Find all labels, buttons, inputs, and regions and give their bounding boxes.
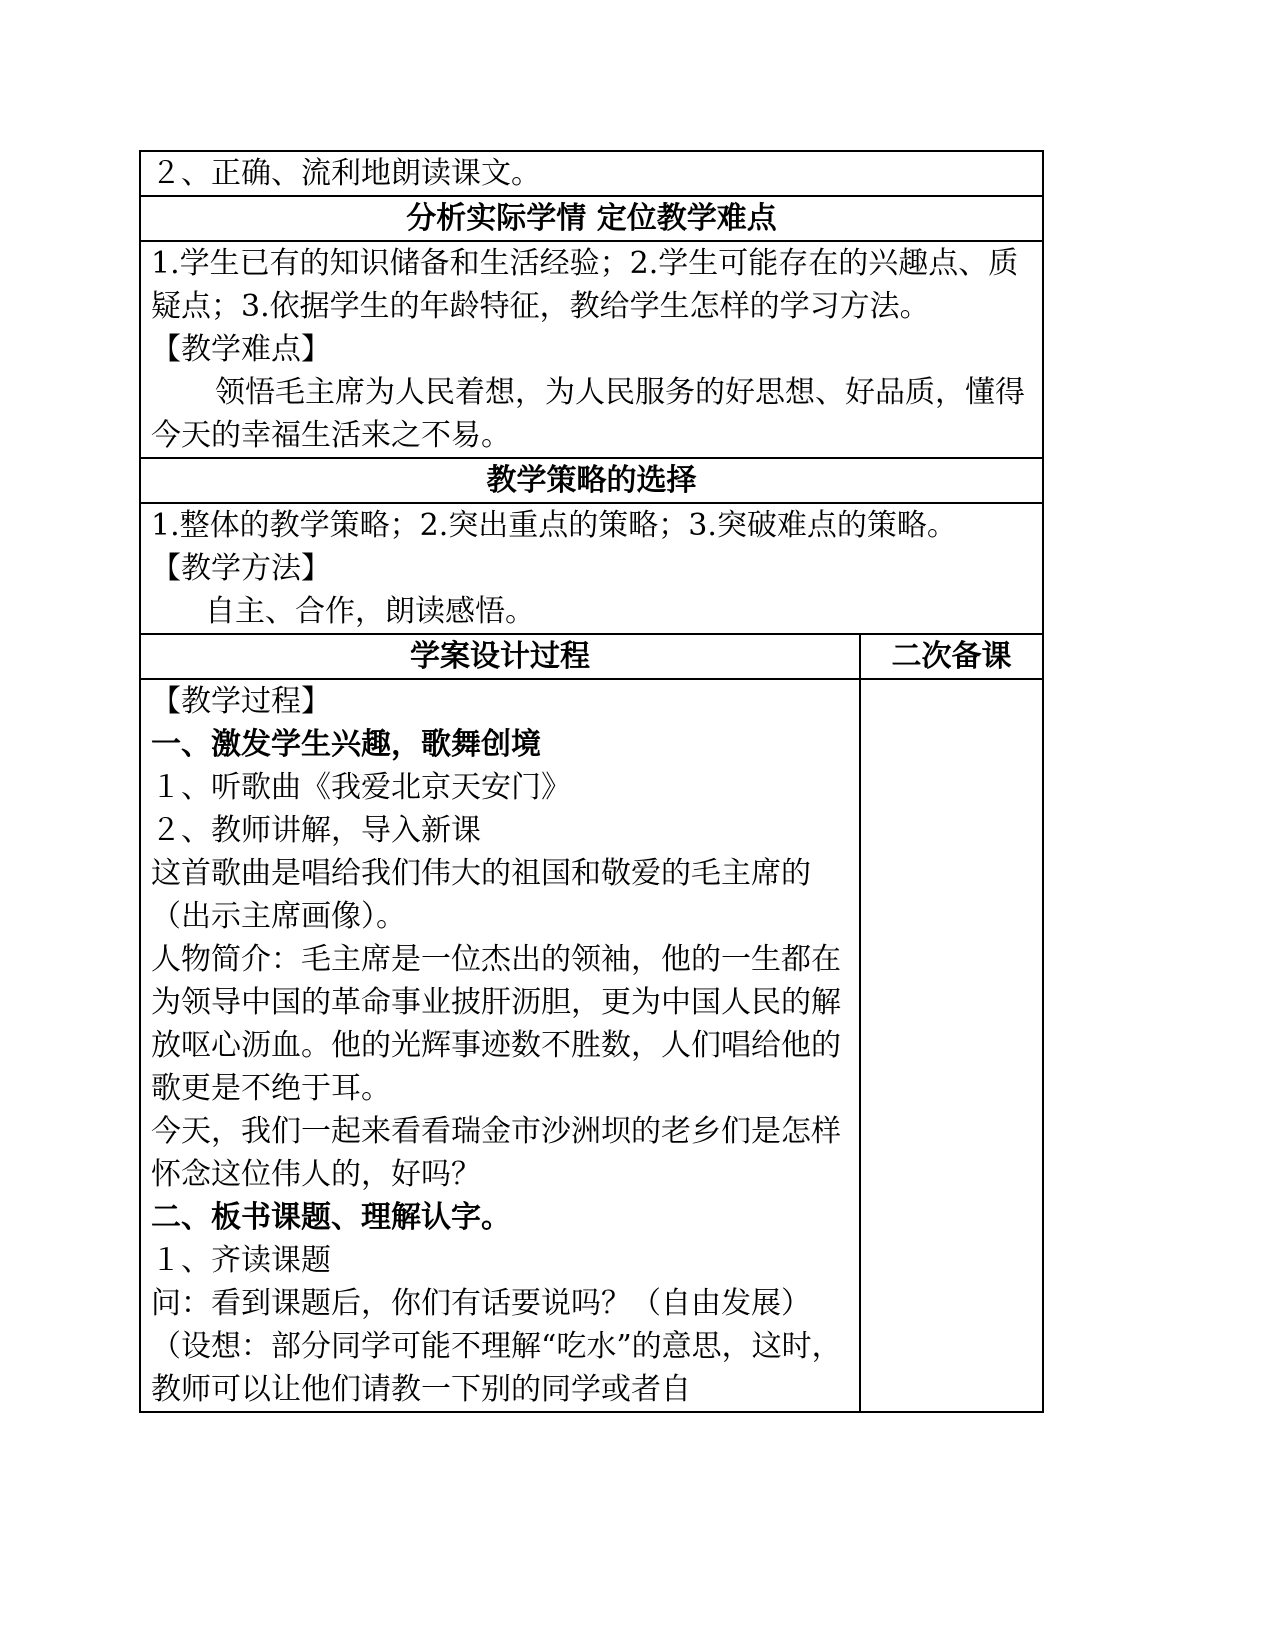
second-prep-heading: 二次备课 [860, 634, 1043, 679]
goal-row [140, 151, 1043, 196]
strategy-heading: 教学策略的选择 [140, 458, 1043, 503]
analysis-cell [140, 241, 1043, 458]
process-label: 【教学过程】 [151, 684, 331, 719]
item-1-2: ２、教师讲解，导入新课 [151, 813, 481, 848]
analysis-header-row [140, 196, 1043, 241]
second-prep-cell [860, 679, 1043, 1412]
lesson-plan-table [139, 150, 1044, 1413]
paragraph-question: 问：看到课题后，你们有话要说吗？（自由发展）（设想：部分同学可能不理解“吃水”的意思，这时，教师可以让他们请教一下别的同学或者自 [151, 1286, 842, 1407]
strategy-row [140, 503, 1043, 634]
process-cell [140, 679, 860, 1412]
design-header-row [140, 634, 1043, 679]
method-label: 【教学方法】 [151, 551, 331, 586]
item-1-1: １、听歌曲《我爱北京天安门》 [151, 770, 571, 805]
section-1-heading: 一、激发学生兴趣，歌舞创境 [151, 727, 541, 762]
goal-2-text: ２、正确、流利地朗读课文。 [140, 151, 1043, 196]
design-heading: 学案设计过程 [140, 634, 860, 679]
strategy-cell [140, 503, 1043, 634]
paragraph-today: 今天，我们一起来看看瑞金市沙洲坝的老乡们是怎样怀念这位伟人的，好吗？ [151, 1114, 841, 1192]
strategy-header-row [140, 458, 1043, 503]
section-2-heading: 二、板书课题、理解认字。 [151, 1200, 511, 1235]
difficulty-label: 【教学难点】 [151, 332, 331, 367]
paragraph-song: 这首歌曲是唱给我们伟大的祖国和敬爱的毛主席的（出示主席画像）。 [151, 856, 811, 934]
analysis-heading: 分析实际学情 定位教学难点 [140, 196, 1043, 241]
method-text: 自主、合作，朗读感悟。 [205, 594, 535, 629]
analysis-text: 1.学生已有的知识储备和生活经验；2.学生可能存在的兴趣点、质疑点；3.依据学生的年龄特征，教给学生怎样的学习方法。 [151, 246, 1019, 324]
analysis-row [140, 241, 1043, 458]
strategy-text: 1.整体的教学策略；2.突出重点的策略；3.突破难点的策略。 [151, 508, 957, 543]
item-2-1: １、齐读课题 [151, 1243, 331, 1278]
paragraph-profile: 人物简介：毛主席是一位杰出的领袖，他的一生都在为领导中国的革命事业披肝沥胆，更为中国人民的解放呕心沥血。他的光辉事迹数不胜数，人们唱给他的歌更是不绝于耳。 [151, 942, 841, 1106]
difficulty-text: 领悟毛主席为人民着想，为人民服务的好思想、好品质，懂得今天的幸福生活来之不易。 [151, 375, 1025, 453]
process-row [140, 679, 1043, 1412]
